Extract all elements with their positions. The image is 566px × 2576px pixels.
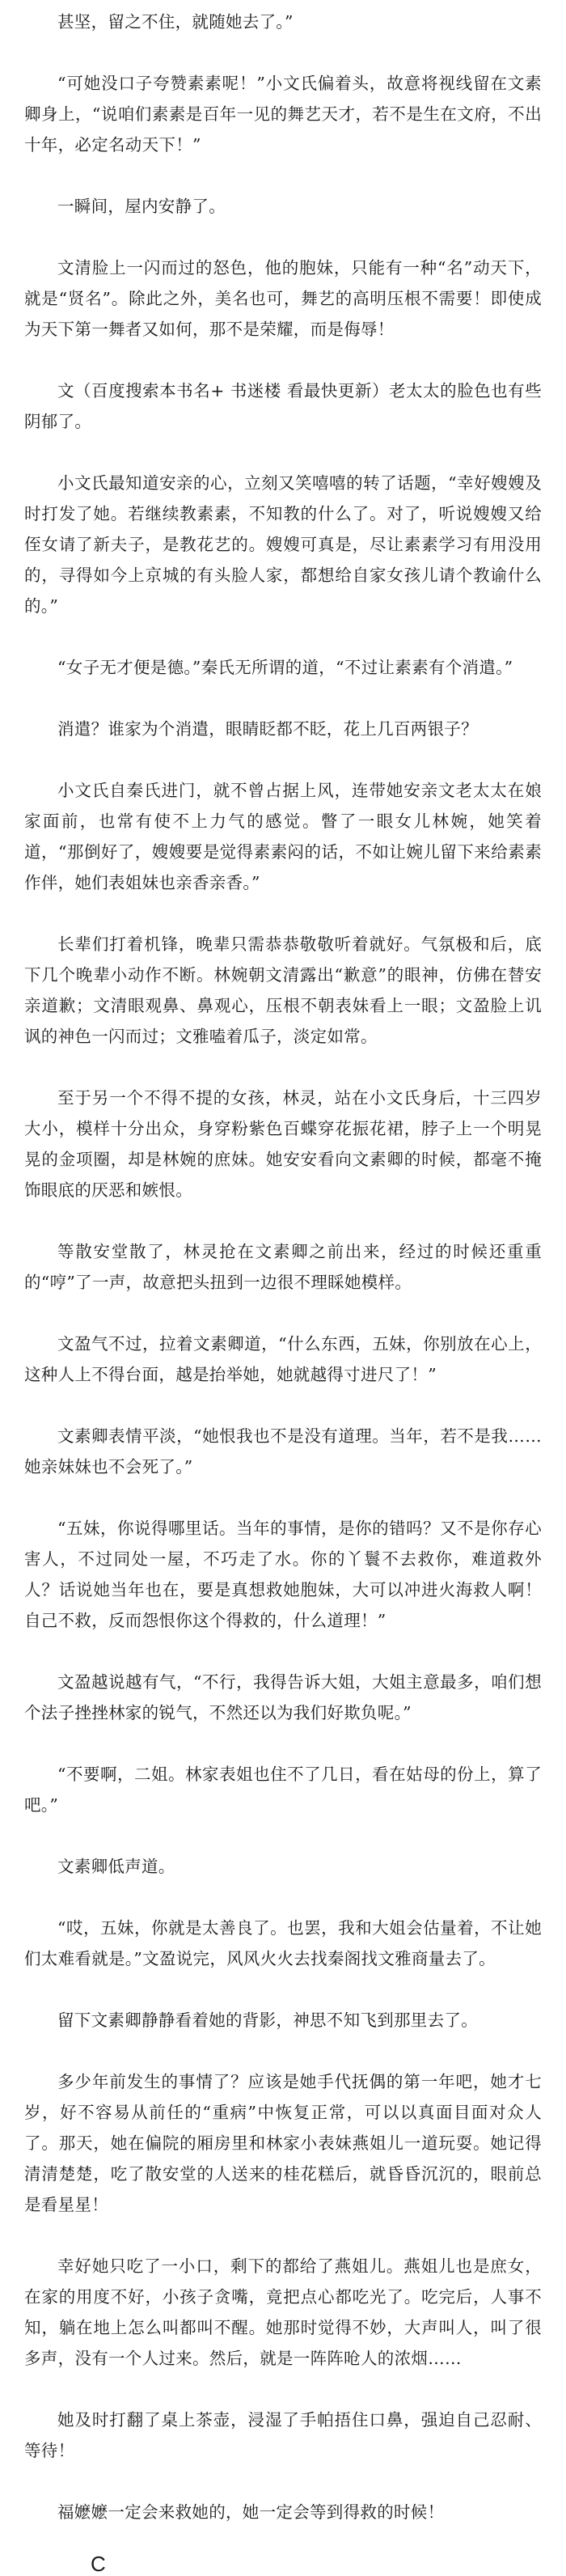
paragraph: “不要啊，二姐。林家表姐也住不了几日，看在姑母的份上，算了吧。” [24, 1765, 542, 1815]
paragraph: 小文氏最知道安亲的心，立刻又笑嘻嘻的转了话题，“幸好嫂嫂及时打发了她。若继续教素素，不知教的什么了。对了，听说嫂嫂又给侄女请了新夫子，是教花艺的。嫂嫂可真是，尽让素素学习有用没用的，寻得如今上京城的有头脸人家，都想给自家女孩儿请个教谕什么的。” [24, 473, 542, 616]
paragraph: 长辈们打着机锋，晚辈只需恭恭敬敬听着就好。气氛极和后，底下几个晚辈小动作不断。林婉朝文清露出“歉意”的眼神，仿佛在替安亲道歉；文清眼观鼻、鼻观心，压根不朝表妹看上一眼；文盈脸上讥讽的神色一闪而过；文雅嗑着瓜子，淡定如常。 [24, 934, 542, 1046]
paragraph: 福嬷嬷一定会来救她的，她一定会等到得救的时候！ [57, 2502, 445, 2522]
paragraph: 她及时打翻了桌上茶壶，浸湿了手帕捂住口鼻，强迫自己忍耐、等待！ [24, 2410, 542, 2460]
paragraph: 多少年前发生的事情了？应该是她手代抚偶的第一年吧，她才七岁，好不容易从前任的“重病”中恢复正常，可以以真面目面对众人了。那天，她在偏院的厢房里和林家小表妹燕姐儿一道玩耍。她记得清清楚楚，吃了散安堂的人送来的桂花糕后，就昏昏沉沉的，眼前总是看星星！ [24, 2072, 542, 2214]
end-mark: C [91, 2552, 106, 2576]
paragraph: 留下文素卿静静看着她的背影，神思不知飞到那里去了。 [57, 2010, 478, 2030]
paragraph: 文盈越说越有气，“不行，我得告诉大姐，大姐主意最多，咱们想个法子挫挫林家的锐气，不然还以为我们好欺负呢。” [24, 1672, 542, 1722]
paragraph: “女子无才便是德。”秦氏无所谓的道，“不过让素素有个消遣。” [57, 658, 513, 677]
paragraph: “可她没口子夸赞素素呢！”小文氏偏着头，故意将视线留在文素卿身上，“说咱们素素是百年一见的舞艺天才，若不是生在文府，不出十年，必定名动天下！” [24, 74, 542, 155]
paragraph: 幸好她只吃了一小口，剩下的都给了燕姐儿。燕姐儿也是庶女，在家的用度不好，小孩子贪嘴，竟把点心都吃光了。吃完后，人事不知，躺在地上怎么叫都叫不醒。她那时觉得不妙，大声叫人，叫了很多声，没有一个人过来。然后，就是一阵阵呛人的浓烟…… [24, 2256, 542, 2368]
paragraph: 文素卿低声道。 [57, 1857, 175, 1876]
paragraph: 文（百度搜索本书名+ 书迷楼 看最快更新）老太太的脸色也有些阴郁了。 [24, 381, 542, 431]
paragraph: 甚坚，留之不住，就随她去了。” [57, 12, 294, 32]
paragraph: 一瞬间，屋内安静了。 [57, 197, 226, 216]
paragraph: “哎，五妹，你就是太善良了。也罢，我和大姐会估量着，不让她们太难看就是。”文盈说完，风风火火去找秦阁找文雅商量去了。 [24, 1918, 542, 1968]
paragraph: “五妹，你说得哪里话。当年的事情，是你的错吗？又不是你存心害人，不过同处一屋，不巧走了水。你的丫鬟不去救你，难道救外人？话说她当年也在，要是真想救她胞妹，大可以冲进火海救人啊！自己不救，反而怨恨你这个得救的，什么道理！” [24, 1519, 542, 1630]
paragraph: 等散安堂散了，林灵抢在文素卿之前出来，经过的时候还重重的“哼”了一声，故意把头扭到一边很不理睬她模样。 [24, 1242, 542, 1292]
paragraph: 文盈气不过，拉着文素卿道，“什么东西，五妹，你别放在心上，这种人上不得台面，越是抬举她，她就越得寸进尺了！” [24, 1334, 542, 1384]
paragraph: 小文氏自秦氏进门，就不曾占据上风，连带她安亲文老太太在娘家面前，也常有使不上力气的感觉。瞥了一眼女儿林婉，她笑着道，“那倒好了，嫂嫂要是觉得素素闷的话，不如让婉儿留下来给素素作伴，她们表姐妹也亲香亲香。” [24, 781, 542, 892]
paragraph: 文素卿表情平淡，“她恨我也不是没有道理。当年，若不是我……她亲妹妹也不会死了。” [24, 1426, 542, 1477]
paragraph: 消遣？谁家为个消遣，眼睛眨都不眨，花上几百两银子？ [57, 719, 478, 739]
paragraph: 文清脸上一闪而过的怒色，他的胞妹，只能有一种“名”动天下，就是“贤名”。除此之外，美名也可，舞艺的高明压根不需要！即使成为天下第一舞者又如何，那不是荣耀，而是侮辱！ [24, 258, 542, 339]
paragraph: 至于另一个不得不提的女孩，林灵，站在小文氏身后，十三四岁大小，模样十分出众，身穿粉紫色百蝶穿花振花裙，脖子上一个明晃晃的金项圈，却是林婉的庶妹。她安安看向文素卿的时候，都毫不掩饰眼底的厌恶和嫉恨。 [24, 1088, 542, 1200]
